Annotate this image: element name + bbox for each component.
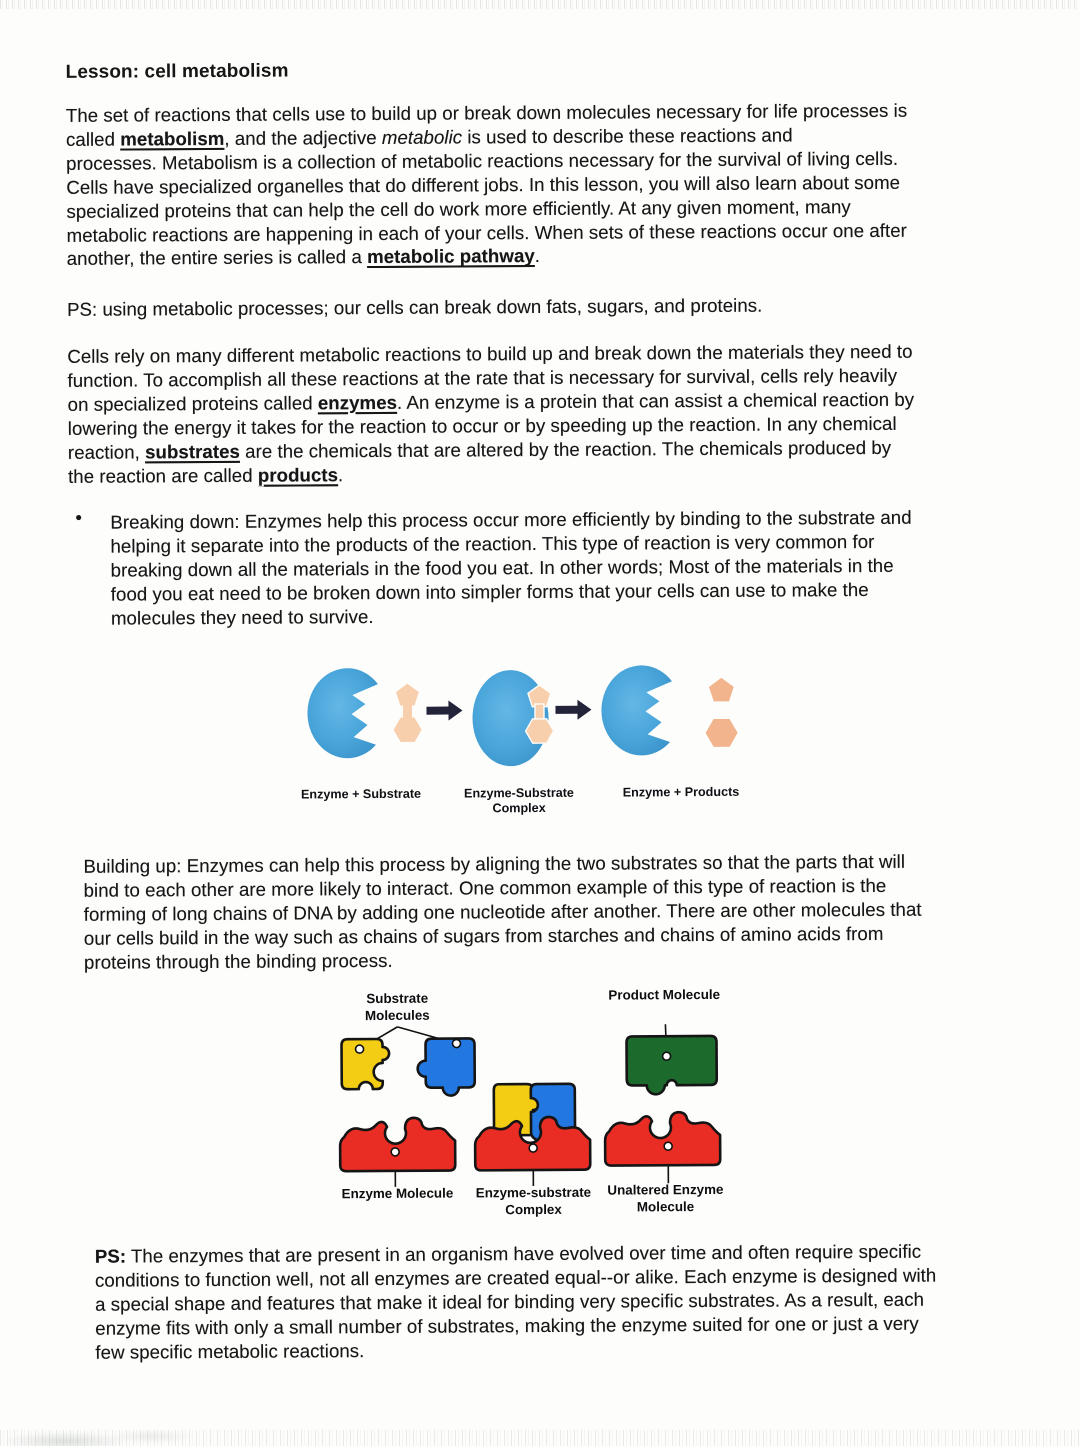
label-substrate-molecules: Substrate Molecules [364, 990, 430, 1023]
substrate-molecule-shape [393, 684, 421, 742]
substrate-piece-blue [417, 1038, 474, 1095]
reaction-arrow-2 [555, 700, 591, 720]
label-unaltered-enzyme-molecule: Unaltered Enzyme Molecule [607, 1181, 724, 1214]
page-title: Lesson: cell metabolism [65, 60, 289, 83]
unaltered-enzyme-shape [605, 1112, 720, 1166]
bullet-marker: • [75, 507, 83, 529]
enzyme-shape-1 [307, 668, 378, 758]
label-enzyme-molecule: Enzyme Molecule [341, 1185, 454, 1202]
paragraph-enzymes: Cells rely on many different metabolic reactions to build up and break down the materials they need to function. To accomplish all these reactions at the rate that is necessary for survival, cells rely heavily on specialized proteins called enzymes. An enzyme is a protein that can assist a chemical reaction by lowering the energy it takes for the reaction to occur or by speeding up the reaction. In any chemical reaction, substrates are the chemicals that are altered by the reaction. The chemicals produced by the reaction are called products. [67, 340, 915, 487]
paragraph-ps-note-1: PS: using metabolic processes; our cells can break down fats, sugars, and proteins. [66, 294, 763, 320]
label-enzyme-plus-products: Enzyme + Products [622, 784, 740, 800]
label-enzyme-substrate-complex: Enzyme-Substrate Complex [463, 785, 574, 816]
product-piece-green [626, 1036, 716, 1095]
label-product-molecule: Product Molecule [608, 986, 721, 1003]
substrate-piece-yellow [341, 1039, 389, 1089]
puzzle-model-diagram [326, 1019, 757, 1194]
reaction-arrow-1 [426, 700, 462, 720]
label-enzyme-substrate-complex-2: Enzyme-substrate Complex [475, 1184, 592, 1217]
paragraph-building-up: Building up: Enzymes can help this process by aligning the two substrates so that the parts that will bind to each other are more likely to interact. One common example of this type of reaction is the forming of long chains of DNA by adding one nucleotide after another. There are other molecules that our cells build in the way such as chains of sugars from starches and chains of amino acids from proteins through the binding process. [83, 850, 922, 973]
paragraph-ps-note-2: PS: The enzymes that are present in an organism have evolved over time and often require specific conditions to function well, not all enzymes are created equal--or alike. Each enzyme is designed with a special shape and features that make it ideal for binding very specific substrates. As a result, each enzyme fits with only a small number of substrates, making the enzyme suited for one or just a very few specific metabolic reactions. [94, 1240, 937, 1363]
enzyme-molecule-shape [340, 1118, 455, 1172]
label-enzyme-plus-substrate: Enzyme + Substrate [300, 786, 422, 802]
product-molecules-shape [705, 678, 737, 747]
enzyme-action-diagram [279, 651, 770, 789]
enzyme-shape-2 [601, 665, 672, 755]
paragraph-intro: The set of reactions that cells use to build up or break down molecules necessary for life processes is called metabolism, and the adjective metabolic is used to describe these reactions and processes. Metabolism is a collection of metabolic reactions necessary for the survival of living cells. Cells have specialized organelles that do different jobs. In this lesson, you will also learn about some specialized proteins that can help the cell do work more efficiently. At any given moment, many metabolic reactions are happening in each of your cells. When sets of these reactions occur one after another, the entire series is called a metabolic pathway. [65, 99, 908, 270]
paragraph-breaking-down: Breaking down: Enzymes help this process occur more efficiently by binding to the substrate and helping it separate into the products of the reaction. This type of reaction is very common for breaking down all the materials in the food you eat. In other words; Most of the materials in the food you eat need to be broken down into simpler forms that your cells can use to make the molecules they need to survive. [110, 506, 912, 629]
